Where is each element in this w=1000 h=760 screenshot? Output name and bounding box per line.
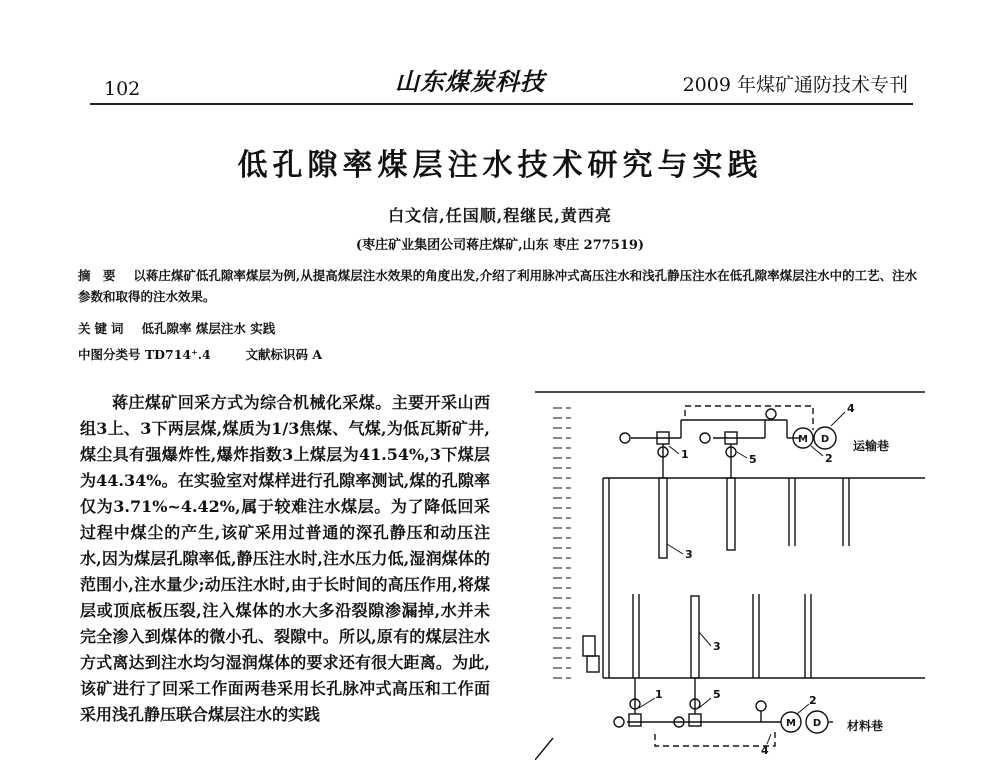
clc-value: TD714⁺.4 [144, 347, 211, 362]
pump-symbol-material: D [812, 718, 822, 729]
abstract [78, 265, 923, 307]
keywords-label: 关键词 [78, 321, 128, 336]
header-rule [90, 103, 913, 105]
callout-4-haulage: 4 [847, 402, 855, 415]
borehole [659, 478, 667, 558]
journal-logo: 山东煤炭科技 [395, 67, 545, 96]
doc-code-label: 文献标识码 [245, 347, 308, 362]
callout-1-material: 1 [655, 688, 663, 701]
gob-area [553, 408, 571, 678]
flowmeter [620, 433, 630, 443]
pressure-gauge [756, 701, 766, 711]
callout-2-haulage: 2 [825, 452, 833, 465]
abstract-text: 以蒋庄煤矿低孔隙率煤层为例,从提高煤层注水效果的角度出发,介绍了利用脉冲式高压注水和浅孔静压注水在低孔隙率煤层注水中的工艺、注水参数和取得的注水效果。 [78, 268, 918, 304]
page-number: 102 [104, 78, 141, 100]
material-roadway-label: 材料巷 [847, 719, 884, 733]
callout-4-material: 4 [761, 744, 769, 757]
face-support [583, 636, 595, 656]
body-paragraph: 蒋庄煤矿回采方式为综合机械化采煤。主要开采山西组3上、3下两层煤,煤质为1/3焦煤、气煤,为低瓦斯矿井,煤尘具有强爆炸性,爆炸指数3上煤层为41.54%,3下煤层为44.34%。在实验室对煤样进行孔隙率测试,煤的孔隙率仅为3.71%~4.42%,属于较难注水煤层。为了降低回采过程中煤尘的产生,该矿采用过普通的深孔静压和动压注水,因为煤层孔隙率低,静压注水时,注水压力低,湿润煤体的范围小,注水量少;动压注水时,由于长时间的高压作用,将煤层或顶底板压裂,注入煤体的水大多沿裂隙渗漏掉,水并未完全渗入到煤体的微小孔、裂隙中。所以,原有的煤层注水方式离达到注水均匀湿润煤体的要求还有很大距离。为此,该矿进行了回采工作面两巷采用长孔脉冲式高压和工作面采用浅孔静压联合煤层注水的实践 [80, 393, 490, 724]
pump-motor-symbol-material: M [786, 718, 796, 729]
callout-2-material: 2 [809, 694, 817, 707]
injection-layout-figure [535, 388, 925, 760]
callout-5-material: 5 [713, 688, 721, 701]
face-support [587, 656, 599, 672]
pump-symbol-haulage: D [820, 434, 830, 445]
haulage-roadway-label: 运输巷 [853, 439, 890, 453]
pressure-gauge [766, 409, 776, 419]
flowmeter [700, 433, 710, 443]
keywords [78, 318, 923, 339]
callout-3-haulage: 3 [685, 548, 693, 561]
abstract-label: 摘 要 [78, 268, 120, 283]
authors: 白文信,任国顺,程继民,黄西亮 [388, 206, 612, 225]
affiliation: (枣庄矿业集团公司蒋庄煤矿,山东 枣庄 277519) [355, 238, 645, 253]
injection-layout-diagram [535, 388, 925, 760]
borehole [691, 596, 699, 678]
valve [629, 714, 641, 726]
return-pipe [655, 730, 775, 746]
keywords-text: 低孔隙率 煤层注水 实践 [141, 321, 276, 336]
classification [78, 344, 923, 365]
callout-5-haulage: 5 [749, 453, 757, 466]
article-title: 低孔隙率煤层注水技术研究与实践 [237, 148, 763, 183]
valve [689, 714, 701, 726]
callout-3-material: 3 [713, 640, 721, 653]
pump-motor-symbol-haulage: M [798, 434, 808, 445]
callout-1-haulage: 1 [681, 448, 689, 461]
return-pipe [685, 406, 813, 430]
doc-code-value: A [312, 347, 323, 362]
flowmeter [614, 717, 624, 727]
borehole [727, 478, 735, 550]
issue-label: 2009 年煤矿通防技术专刊 [682, 74, 908, 96]
clc-label: 中图分类号 [78, 347, 141, 362]
